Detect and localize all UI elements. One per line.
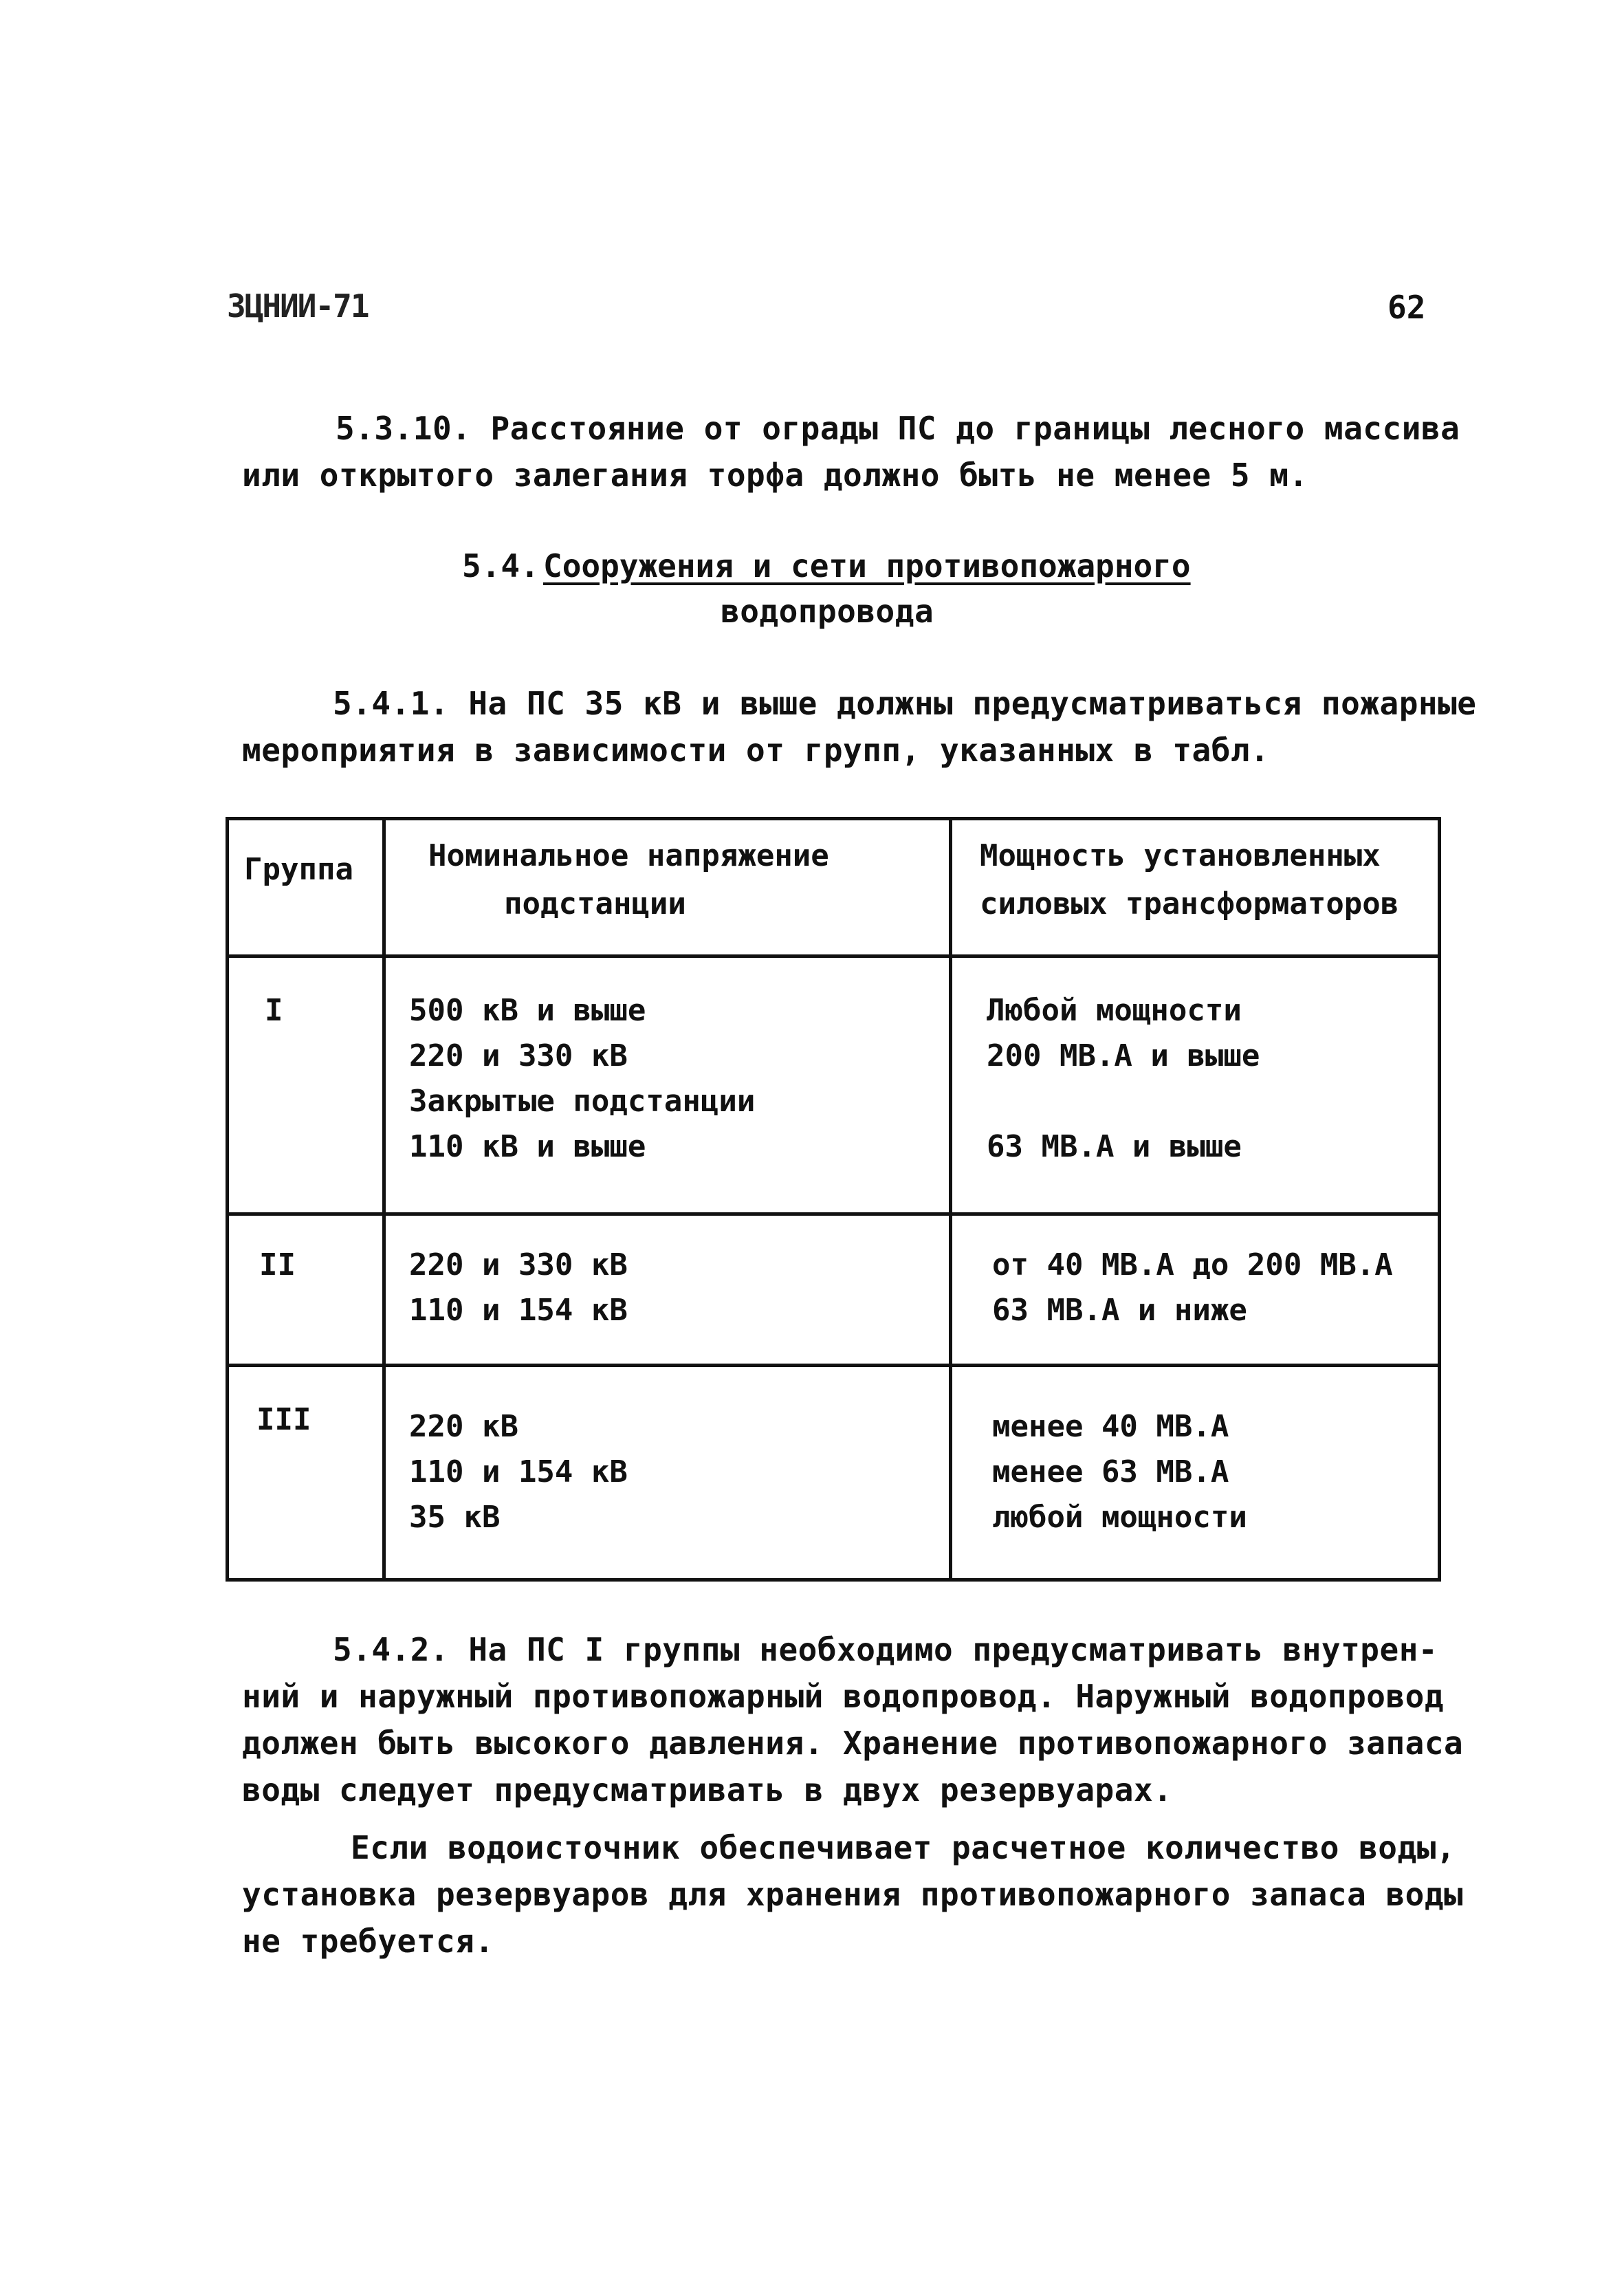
row-2-voltage bbox=[409, 1247, 628, 1329]
row-1-power-line: Любой мощности bbox=[987, 993, 1242, 1028]
clause-5-4-1-line-2: мероприятия в зависимости от групп, указанных в табл. bbox=[242, 732, 1270, 769]
row-1-voltage-line: 500 кВ и выше bbox=[409, 993, 646, 1028]
substation-groups-table bbox=[226, 817, 1441, 1582]
table-header-divider bbox=[229, 954, 1438, 958]
row-2-power-line: 63 МВ.А и ниже bbox=[992, 1293, 1247, 1328]
row-3-power-line: менее 40 МВ.А bbox=[992, 1409, 1229, 1444]
header-power-line-2: силовых трансформаторов bbox=[980, 886, 1399, 921]
clause-5-4-2-line-1: 5.4.2. На ПС I группы необходимо предусматривать внутрен- bbox=[333, 1631, 1438, 1668]
row-3-power-line: менее 63 МВ.А bbox=[992, 1454, 1229, 1489]
row-2-power-line: от 40 МВ.А до 200 МВ.А bbox=[992, 1247, 1393, 1282]
table-column-divider bbox=[382, 820, 386, 1578]
row-3-power bbox=[992, 1409, 1247, 1535]
section-title-line-1: Сооружения и сети противопожарного bbox=[543, 547, 1191, 584]
clause-5-4-2-line-4: воды следует предусматривать в двух резервуарах. bbox=[242, 1771, 1173, 1808]
row-3-group: III bbox=[256, 1402, 311, 1437]
row-1-power bbox=[987, 993, 1260, 1165]
final-paragraph-line-3: не требуется. bbox=[242, 1923, 494, 1960]
row-1-voltage-line: 220 и 330 кВ bbox=[409, 1038, 628, 1073]
clause-5-3-10-line-2: или открытого залегания торфа должно быть не менее 5 м. bbox=[242, 457, 1308, 494]
final-paragraph-line-1: Если водоисточник обеспечивает расчетное количество воды, bbox=[351, 1829, 1456, 1866]
clause-5-4-2-line-3: должен быть высокого давления. Хранение противопожарного запаса bbox=[242, 1725, 1464, 1762]
row-3-power-line: любой мощности bbox=[992, 1500, 1247, 1535]
table-row-divider bbox=[229, 1212, 1438, 1216]
row-2-group: II bbox=[259, 1247, 296, 1282]
row-1-voltage bbox=[409, 993, 756, 1165]
page-number: 62 bbox=[1387, 289, 1426, 326]
row-1-group: I bbox=[265, 993, 283, 1028]
section-title-line-2: водопровода bbox=[721, 593, 934, 630]
row-1-power-line: 200 МВ.А и выше bbox=[987, 1038, 1260, 1073]
row-2-voltage-line: 220 и 330 кВ bbox=[409, 1247, 628, 1282]
row-3-voltage-line: 35 кВ bbox=[409, 1500, 501, 1535]
final-paragraph-line-2: установка резервуаров для хранения противопожарного запаса воды bbox=[242, 1876, 1464, 1913]
row-3-voltage-line: 110 и 154 кВ bbox=[409, 1454, 628, 1489]
row-3-voltage-line: 220 кВ bbox=[409, 1409, 518, 1444]
table-column-divider bbox=[949, 820, 952, 1578]
header-group: Группа bbox=[244, 852, 353, 887]
document-code: ЗЦНИИ-71 bbox=[227, 287, 369, 325]
row-2-voltage-line: 110 и 154 кВ bbox=[409, 1293, 628, 1328]
row-1-power-line: 63 МВ.А и выше bbox=[987, 1129, 1242, 1164]
clause-5-3-10-line-1: 5.3.10. Расстояние от ограды ПС до границы лесного массива bbox=[336, 410, 1460, 447]
clause-5-4-1-line-1: 5.4.1. На ПС 35 кВ и выше должны предусматриваться пожарные bbox=[333, 685, 1477, 722]
header-voltage-line-1: Номинальное напряжение bbox=[428, 838, 829, 873]
section-number: 5.4. bbox=[462, 547, 540, 584]
row-1-power-line bbox=[987, 1086, 1260, 1119]
row-1-voltage-line: Закрытые подстанции bbox=[409, 1084, 756, 1119]
header-voltage-line-2: подстанции bbox=[504, 886, 686, 921]
row-1-voltage-line: 110 кВ и выше bbox=[409, 1129, 646, 1164]
table-row-divider bbox=[229, 1364, 1438, 1367]
clause-5-4-2-line-2: ний и наружный противопожарный водопровод. Наружный водопровод bbox=[242, 1678, 1445, 1715]
row-3-voltage bbox=[409, 1409, 628, 1535]
row-2-power bbox=[992, 1247, 1393, 1329]
header-power-line-1: Мощность установленных bbox=[980, 838, 1381, 873]
